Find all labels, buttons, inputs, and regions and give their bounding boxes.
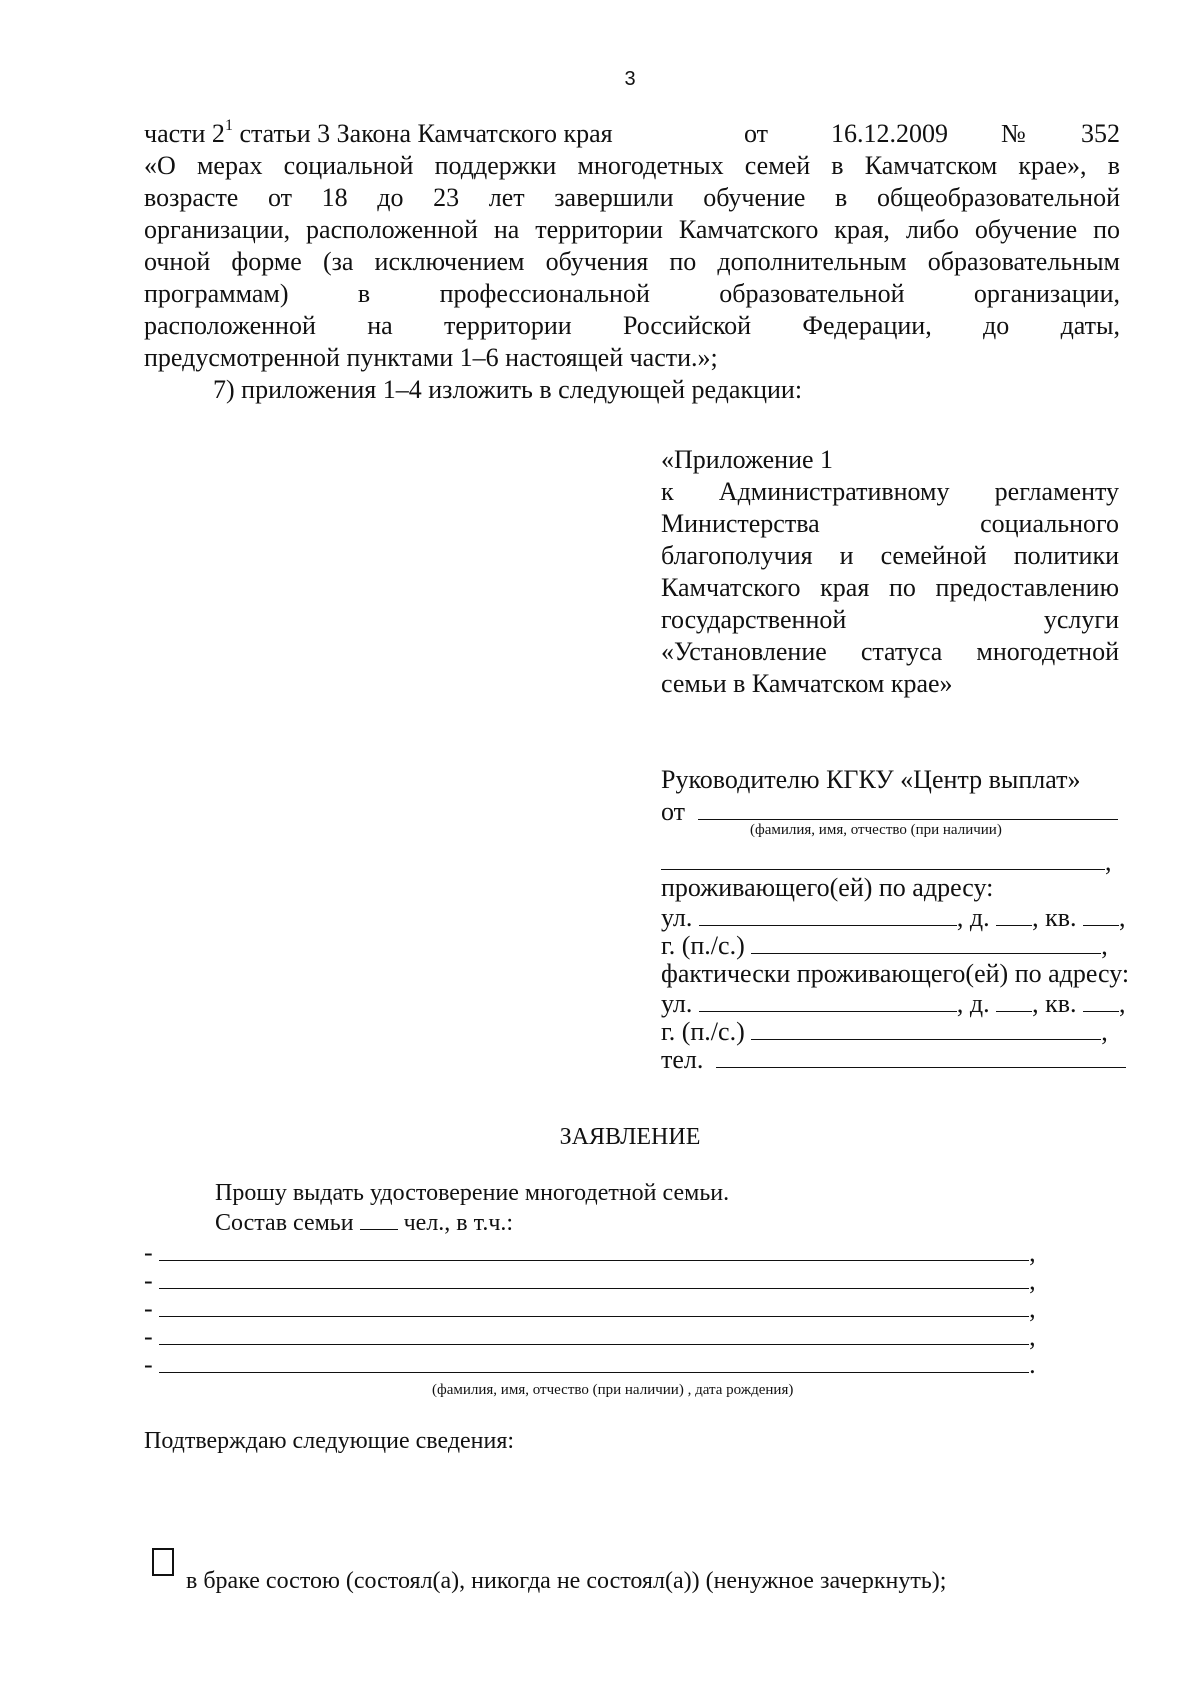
appendix-line-6: «Установление статуса многодетной xyxy=(661,637,1119,666)
marriage-checkbox[interactable] xyxy=(152,1548,174,1576)
member-field[interactable] xyxy=(159,1270,1029,1289)
fio-continue-field[interactable] xyxy=(661,847,1105,870)
confirm-label: Подтверждаю следующие сведения: xyxy=(144,1428,515,1454)
intro-law-ref: части $2^1$ статьи 3 Закона Камчатского края xyxy=(144,117,613,148)
house-field[interactable] xyxy=(996,903,1032,926)
appendix-line-1: к Административному регламенту xyxy=(661,477,1119,506)
street-row: ул. , д. , кв. , xyxy=(661,903,1126,932)
intro-num: 352 xyxy=(1081,119,1120,148)
actual-label: фактически проживающего(ей) по адресу: xyxy=(661,959,1130,988)
member-row: - , xyxy=(144,1294,1036,1323)
appendix-line-3: благополучия и семейной политики xyxy=(661,541,1119,570)
intro-num-sign: № xyxy=(1001,119,1026,148)
intro-line-6: программам) в профессиональной образовательной организации, xyxy=(144,279,1120,308)
appendix-line-4: Камчатского края по предоставлению xyxy=(661,573,1119,602)
appendix-line-5: государственной услуги xyxy=(661,605,1119,634)
member-field[interactable] xyxy=(159,1326,1029,1345)
actual-street-row: ул. , д. , кв. , xyxy=(661,989,1126,1018)
city-field[interactable] xyxy=(751,931,1101,954)
member-row: - , xyxy=(144,1266,1036,1295)
actual-street-field[interactable] xyxy=(699,989,957,1012)
actual-city-field[interactable] xyxy=(751,1017,1101,1040)
actual-apt-field[interactable] xyxy=(1083,989,1119,1012)
member-field[interactable] xyxy=(159,1354,1029,1373)
intro-line-8: предусмотренной пунктами 1–6 настоящей части.»; xyxy=(144,343,718,372)
intro-line-5: очной форме (за исключением обучения по дополнительным образовательным xyxy=(144,247,1120,276)
actual-house-field[interactable] xyxy=(996,989,1032,1012)
family-size-field[interactable] xyxy=(360,1211,398,1230)
fio-hint: (фамилия, имя, отчество (при наличии) xyxy=(750,822,1002,838)
statement-title: ЗАЯВЛЕНИЕ xyxy=(559,1124,701,1150)
intro-line-3: возрасте от 18 до 23 лет завершили обучение в общеобразовательной xyxy=(144,183,1120,212)
living-label: проживающего(ей) по адресу: xyxy=(661,873,994,902)
apt-field[interactable] xyxy=(1083,903,1119,926)
member-row: - , xyxy=(144,1238,1036,1267)
addressee-to: Руководителю КГКУ «Центр выплат» xyxy=(661,765,1081,794)
member-field[interactable] xyxy=(159,1242,1029,1261)
marriage-text: в браке состою (состоял(а), никогда не состоял(а)) (ненужное зачеркнуть); xyxy=(186,1568,947,1594)
item-7: 7) приложения 1–4 изложить в следующей редакции: xyxy=(213,375,803,404)
request-text: Прошу выдать удостоверение многодетной семьи. xyxy=(215,1180,730,1206)
appendix-line-7: семьи в Камчатском крае» xyxy=(661,669,953,698)
member-row: - , xyxy=(144,1322,1036,1351)
appendix-title: «Приложение 1 xyxy=(661,445,834,474)
intro-line-7: расположенной на территории Российской Федерации, до даты, xyxy=(144,311,1120,340)
actual-city-row: г. (п./с.) , xyxy=(661,1017,1108,1046)
member-field[interactable] xyxy=(159,1298,1029,1317)
appendix-line-2: Министерства социального xyxy=(661,509,1119,538)
member-row: - . xyxy=(144,1350,1036,1379)
intro-line-2: «О мерах социальной поддержки многодетных семей в Камчатском крае», в xyxy=(144,151,1120,180)
members-hint: (фамилия, имя, отчество (при наличии) , дата рождения) xyxy=(432,1382,794,1398)
phone-row: тел. xyxy=(661,1044,1119,1076)
city-row: г. (п./с.) , xyxy=(661,931,1108,960)
intro-line-4: организации, расположенной на территории Камчатского края, либо обучение по xyxy=(144,215,1120,244)
phone-field[interactable] xyxy=(716,1045,1126,1068)
intro-from: от xyxy=(744,119,769,148)
page-number: 3 xyxy=(624,68,636,90)
family-size-row: Состав семьи чел., в т.ч.: xyxy=(215,1210,514,1236)
fio-continue-row: , xyxy=(661,846,1119,878)
fio-field[interactable] xyxy=(698,797,1118,820)
from-label: от xyxy=(661,797,686,826)
intro-line-1 xyxy=(144,118,1120,150)
street-field[interactable] xyxy=(699,903,957,926)
intro-date: 16.12.2009 xyxy=(831,119,948,148)
